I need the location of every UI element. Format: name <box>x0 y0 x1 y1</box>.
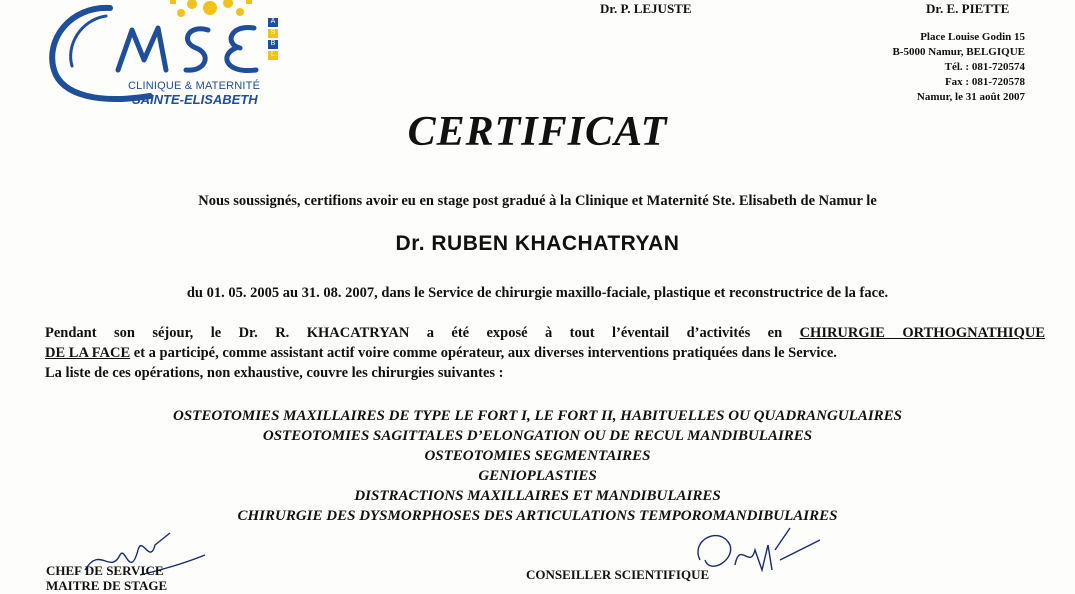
certificate-title: CERTIFICAT <box>407 109 668 155</box>
surgery-item: OSTEOTOMIES MAXILLAIRES DE TYPE LE FORT I, LE FORT II, HABITUELLES OU QUADRANGULAIRES <box>172 408 903 424</box>
logo-line2: SAINTE-ELISABETH <box>132 92 258 107</box>
surgeries-list <box>0 406 1075 526</box>
address-street: Place Louise Godin 15 <box>920 31 1025 43</box>
left-signature-label: CHEF DE SERVICE <box>46 563 164 578</box>
surgery-item: OSTEOTOMIES SAGITTALES D’ELONGATION OU DE RECUL MANDIBULAIRES <box>262 428 813 444</box>
address-date: Namur, le 31 août 2007 <box>916 91 1025 103</box>
right-signature-label: CONSEILLER SCIENTIFIQUE <box>526 567 710 582</box>
paragraph-line-2-text: et a participé, comme assistant actif voire comme opérateur, aux diverses interventions pratiquées dans le Service. <box>130 345 837 361</box>
recipient-name: Dr. RUBEN KHACHATRYAN <box>395 232 680 255</box>
address-block <box>892 30 1025 105</box>
paragraph-line-1-underlined: CHIRURGIE ORTHOGNATHIQUE <box>799 325 1046 341</box>
surgery-item: OSTEOTOMIES SEGMENTAIRES <box>424 448 651 464</box>
surgery-item: CHIRURGIE DES DYSMORPHOSES DES ARTICULATIONS TEMPOROMANDIBULAIRES <box>237 508 838 524</box>
paragraph-line-1-text: Pendant son séjour, le Dr. R. KHACATRYAN a été exposé à tout l’éventail d’activités en <box>45 325 783 341</box>
paragraph-line-2 <box>45 343 1045 363</box>
paragraph-line-2-underlined: DE LA FACE <box>45 345 131 361</box>
address-phone: Tél. : 081-720574 <box>944 61 1025 73</box>
clinic-logo <box>40 0 300 112</box>
logo-letter-l: L <box>268 51 278 60</box>
surgery-item: GENIOPLASTIES <box>478 468 597 484</box>
logo-line1: CLINIQUE & MATERNITÉ <box>128 80 261 92</box>
header-doctor-right: Dr. E. PIETTE <box>926 1 1010 16</box>
period-text: du 01. 05. 2005 au 31. 08. 2007, dans le Service de chirurgie maxillo-faciale, plastique et reconstructrice de la face. <box>186 285 889 301</box>
logo-letter-s: S <box>268 29 278 38</box>
address-fax: Fax : 081-720578 <box>944 76 1025 88</box>
left-signature-label-2: MAITRE DE STAGE <box>46 578 168 593</box>
paragraph-line-1 <box>45 323 1045 343</box>
logo-asbl-column <box>268 18 278 60</box>
header-doctor-left: Dr. P. LEJUSTE <box>600 1 692 16</box>
intro-text: Nous soussignés, certifions avoir eu en stage post gradué à la Clinique et Maternité Ste. Elisabeth de Namur le <box>198 193 877 209</box>
description-paragraph <box>45 323 1045 383</box>
paragraph-line-3: La liste de ces opérations, non exhaustive, couvre les chirurgies suivantes : <box>45 365 504 381</box>
logo-letter-b: B <box>268 40 278 49</box>
address-city: B-5000 Namur, BELGIQUE <box>892 46 1025 58</box>
surgery-item: DISTRACTIONS MAXILLAIRES ET MANDIBULAIRES <box>354 488 721 504</box>
logo-letter-a: A <box>268 18 278 27</box>
